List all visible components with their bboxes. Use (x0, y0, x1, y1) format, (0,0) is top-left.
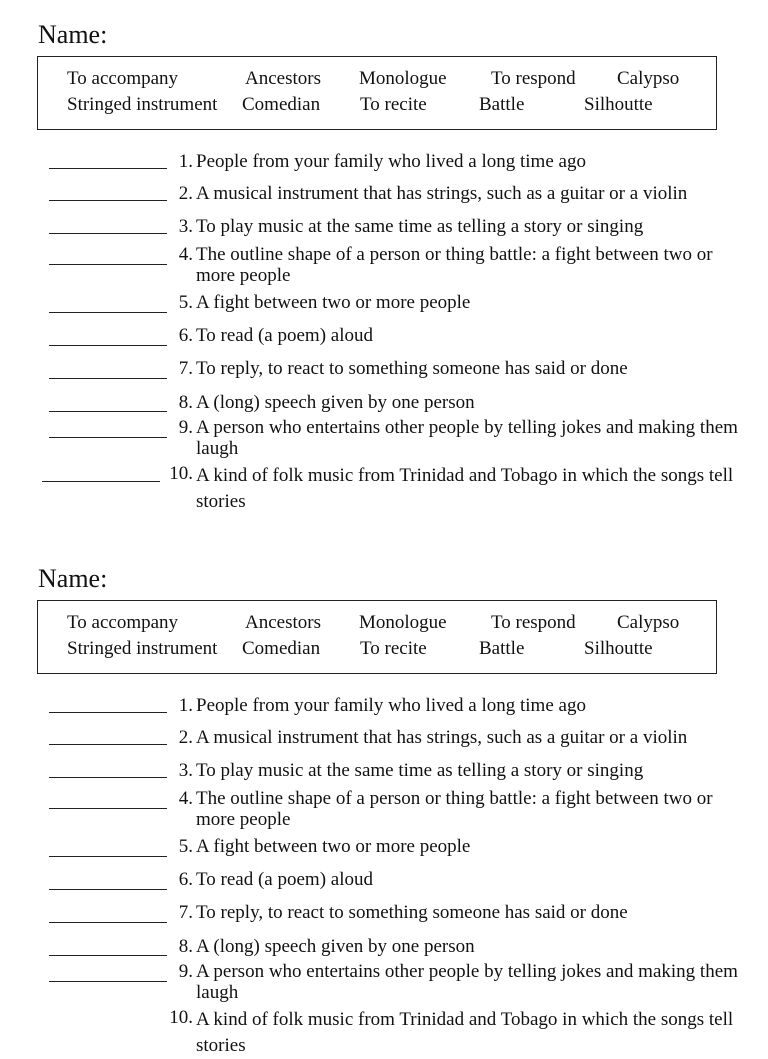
answer-blank[interactable] (49, 922, 167, 923)
question-text: A musical instrument that has strings, such as a guitar or a violin (196, 183, 688, 204)
question-number: 4. (178, 788, 193, 809)
answer-blank[interactable] (49, 378, 167, 379)
answer-blank[interactable] (49, 437, 167, 438)
question-text: The outline shape of a person or thing battle: a fight between two or more people (196, 244, 713, 286)
word-bank-item: To accompany (67, 612, 179, 633)
word-bank-item: Silhoutte (584, 94, 653, 115)
word-bank-item: Monologue (359, 68, 447, 89)
answer-blank[interactable] (49, 345, 167, 346)
question-text: To play music at the same time as telling a story or singing (196, 760, 644, 781)
question-number: 1. (178, 151, 193, 172)
question-number: 6. (178, 325, 193, 346)
word-bank-item: Battle (479, 638, 525, 659)
answer-blank[interactable] (49, 312, 167, 313)
question-text: A (long) speech given by one person (196, 392, 475, 413)
answer-blank[interactable] (49, 233, 167, 234)
question-text: A fight between two or more people (196, 836, 471, 857)
question-number: 2. (178, 727, 193, 748)
question-text: A musical instrument that has strings, such as a guitar or a violin (196, 727, 688, 748)
question-number: 10. (169, 463, 193, 484)
question-number: 8. (178, 392, 193, 413)
question-text: People from your family who lived a long time ago (196, 151, 586, 172)
question-number: 1. (178, 695, 193, 716)
word-bank-item: Comedian (242, 94, 321, 115)
question-number: 4. (178, 244, 193, 265)
name-label: Name: (38, 564, 108, 593)
question-text: A fight between two or more people (196, 292, 471, 313)
question-text: The outline shape of a person or thing battle: a fight between two or more people (196, 788, 713, 830)
question-text: A person who entertains other people by telling jokes and making them laugh (196, 961, 738, 1003)
question-number: 3. (178, 216, 193, 237)
word-bank-item: Calypso (617, 612, 680, 633)
question-text: A person who entertains other people by telling jokes and making them laugh (196, 417, 738, 459)
question-text: To play music at the same time as telling a story or singing (196, 216, 644, 237)
question-number: 8. (178, 936, 193, 957)
word-bank-item: Silhoutte (584, 638, 653, 659)
word-bank-item: Calypso (617, 68, 680, 89)
word-bank-item: To accompany (67, 68, 179, 89)
word-bank-item: Stringed instrument (67, 638, 218, 659)
word-bank-item: To respond (491, 68, 576, 89)
answer-blank[interactable] (49, 777, 167, 778)
name-label: Name: (38, 20, 108, 49)
question-number: 5. (178, 836, 193, 857)
word-bank-box (37, 56, 717, 130)
answer-blank[interactable] (49, 744, 167, 745)
answer-blank[interactable] (49, 856, 167, 857)
question-number: 9. (178, 417, 193, 438)
answer-blank[interactable] (49, 264, 167, 265)
word-bank-item: To recite (360, 638, 427, 659)
question-number: 7. (178, 358, 193, 379)
word-bank-item: Stringed instrument (67, 94, 218, 115)
word-bank-item: Comedian (242, 638, 321, 659)
question-text: People from your family who lived a long time ago (196, 695, 586, 716)
question-text: To read (a poem) aloud (196, 869, 373, 890)
question-number: 9. (178, 961, 193, 982)
question-number: 3. (178, 760, 193, 781)
question-text: A (long) speech given by one person (196, 936, 475, 957)
question-number: 6. (178, 869, 193, 890)
word-bank-item: Battle (479, 94, 525, 115)
question-number: 10. (169, 1007, 193, 1028)
word-bank-box (37, 600, 717, 674)
word-bank-item: Ancestors (245, 612, 321, 633)
answer-blank[interactable] (49, 889, 167, 890)
answer-blank[interactable] (49, 168, 167, 169)
answer-blank[interactable] (49, 955, 167, 956)
word-bank-item: Monologue (359, 612, 447, 633)
question-number: 7. (178, 902, 193, 923)
answer-blank[interactable] (49, 808, 167, 809)
answer-blank[interactable] (42, 481, 160, 482)
question-number: 2. (178, 183, 193, 204)
answer-blank[interactable] (49, 411, 167, 412)
word-bank-item: To recite (360, 94, 427, 115)
question-text: To read (a poem) aloud (196, 325, 373, 346)
word-bank-item: To respond (491, 612, 576, 633)
question-text: To reply, to react to something someone has said or done (196, 358, 628, 379)
answer-blank[interactable] (49, 981, 167, 982)
word-bank-item: Ancestors (245, 68, 321, 89)
question-number: 5. (178, 292, 193, 313)
answer-blank[interactable] (49, 200, 167, 201)
question-text: A kind of folk music from Trinidad and Tobago in which the songs tell stories (196, 1009, 734, 1056)
question-text: A kind of folk music from Trinidad and Tobago in which the songs tell stories (196, 465, 734, 512)
question-text: To reply, to react to something someone has said or done (196, 902, 628, 923)
answer-blank[interactable] (49, 712, 167, 713)
